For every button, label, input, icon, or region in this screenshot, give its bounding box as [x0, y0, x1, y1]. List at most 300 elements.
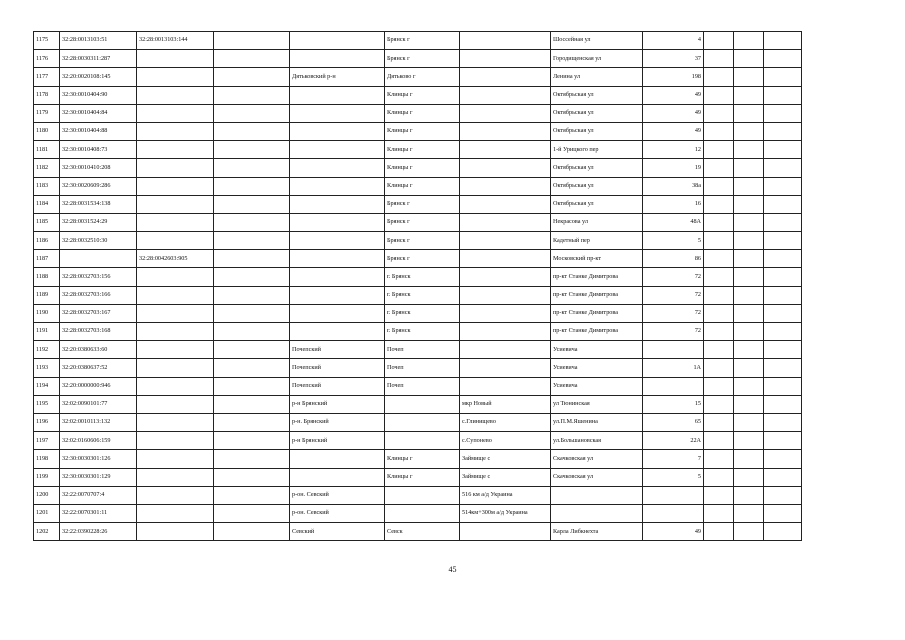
table-cell-col-9: 48А — [643, 213, 704, 231]
table-cell-col-10 — [704, 159, 734, 177]
table-cell-col-12 — [764, 413, 802, 431]
table-cell-col-2: 32:28:0032703:166 — [60, 286, 137, 304]
table-cell-col-9: 5 — [643, 468, 704, 486]
table-cell-col-2: 32:30:0020609:286 — [60, 177, 137, 195]
table-cell-col-3 — [137, 413, 214, 431]
table-cell-col-9: 65 — [643, 413, 704, 431]
table-cell-col-9: 49 — [643, 86, 704, 104]
table-cell-col-1: 1194 — [34, 377, 60, 395]
table-cell-col-12 — [764, 395, 802, 413]
table-cell-col-9: 22А — [643, 432, 704, 450]
table-row — [34, 195, 802, 213]
table-cell-col-10 — [704, 268, 734, 286]
table-cell-col-3 — [137, 104, 214, 122]
table-cell-col-11 — [734, 450, 764, 468]
table-cell-col-12 — [764, 432, 802, 450]
table-cell-col-7: 514км+300м а/д Украина — [460, 504, 551, 522]
table-cell-col-6: Клинцы г — [385, 141, 460, 159]
table-cell-col-12 — [764, 104, 802, 122]
table-cell-col-5 — [290, 232, 385, 250]
table-row — [34, 377, 802, 395]
table-cell-col-4 — [214, 50, 290, 68]
table-cell-col-11 — [734, 195, 764, 213]
table-cell-col-5: р-н Брянский — [290, 395, 385, 413]
table-cell-col-5 — [290, 286, 385, 304]
table-cell-col-11 — [734, 468, 764, 486]
table-cell-col-4 — [214, 486, 290, 504]
table-cell-col-4 — [214, 450, 290, 468]
table-cell-col-6: Севск — [385, 523, 460, 541]
table-cell-col-1: 1202 — [34, 523, 60, 541]
table-cell-col-8: Некрасова ул — [551, 213, 643, 231]
table-cell-col-2: 32:30:0030301:129 — [60, 468, 137, 486]
table-cell-col-6: г. Брянск — [385, 304, 460, 322]
table-cell-col-1: 1201 — [34, 504, 60, 522]
table-cell-col-6: Почеп — [385, 359, 460, 377]
table-cell-col-8: Шоссейная ул — [551, 32, 643, 50]
table-cell-col-2: 32:28:0030311:287 — [60, 50, 137, 68]
table-cell-col-7: Займище с — [460, 468, 551, 486]
table-cell-col-9: 86 — [643, 250, 704, 268]
table-cell-col-5: р-он. Севский — [290, 486, 385, 504]
table-cell-col-4 — [214, 177, 290, 195]
table-cell-col-12 — [764, 268, 802, 286]
table-cell-col-3 — [137, 432, 214, 450]
page-number: 45 — [448, 565, 457, 574]
table-cell-col-4 — [214, 213, 290, 231]
table-cell-col-7 — [460, 359, 551, 377]
table-cell-col-10 — [704, 141, 734, 159]
table-cell-col-7: с.Глинищево — [460, 413, 551, 431]
table-cell-col-8: Карла Либкнехта — [551, 523, 643, 541]
table-cell-col-8: Городищенская ул — [551, 50, 643, 68]
table-cell-col-7: 516 км а/д Украина — [460, 486, 551, 504]
table-cell-col-1: 1195 — [34, 395, 60, 413]
table-cell-col-7 — [460, 195, 551, 213]
table-cell-col-3 — [137, 159, 214, 177]
table-cell-col-1: 1193 — [34, 359, 60, 377]
table-cell-col-3 — [137, 122, 214, 140]
table-cell-col-1: 1180 — [34, 122, 60, 140]
table-cell-col-4 — [214, 122, 290, 140]
table-cell-col-5: Дятьковский р-н — [290, 68, 385, 86]
table-cell-col-4 — [214, 141, 290, 159]
table-cell-col-8: Октябрьская ул — [551, 86, 643, 104]
table-cell-col-10 — [704, 486, 734, 504]
table-cell-col-10 — [704, 413, 734, 431]
table-cell-col-8: Ленина ул — [551, 68, 643, 86]
table-cell-col-2: 32:20:0380633:60 — [60, 341, 137, 359]
table-cell-col-10 — [704, 523, 734, 541]
table-cell-col-11 — [734, 122, 764, 140]
table-cell-col-3 — [137, 341, 214, 359]
table-cell-col-2: 32:28:0031534:138 — [60, 195, 137, 213]
table-cell-col-2: 32:30:0010404:90 — [60, 86, 137, 104]
table-cell-col-6: г. Брянск — [385, 286, 460, 304]
table-cell-col-6 — [385, 395, 460, 413]
table-cell-col-9: 72 — [643, 323, 704, 341]
table-cell-col-3 — [137, 504, 214, 522]
table-cell-col-3 — [137, 286, 214, 304]
table-cell-col-2: 32:30:0010404:84 — [60, 104, 137, 122]
table-cell-col-10 — [704, 341, 734, 359]
table-cell-col-9: 15 — [643, 395, 704, 413]
table-cell-col-9: 49 — [643, 104, 704, 122]
table-cell-col-9: 16 — [643, 195, 704, 213]
table-cell-col-8: Октябрьская ул — [551, 195, 643, 213]
table-cell-col-1: 1190 — [34, 304, 60, 322]
table-cell-col-5: Почепский — [290, 359, 385, 377]
table-row — [34, 504, 802, 522]
table-cell-col-12 — [764, 486, 802, 504]
table-row — [34, 86, 802, 104]
table-cell-col-8: пр-кт Станке Димитрова — [551, 323, 643, 341]
table-cell-col-9: 72 — [643, 268, 704, 286]
table-row — [34, 159, 802, 177]
table-cell-col-10 — [704, 359, 734, 377]
table-cell-col-11 — [734, 323, 764, 341]
table-cell-col-1: 1196 — [34, 413, 60, 431]
table-cell-col-4 — [214, 377, 290, 395]
table-cell-col-5 — [290, 122, 385, 140]
table-cell-col-10 — [704, 86, 734, 104]
table-cell-col-2: 32:22:0070301:11 — [60, 504, 137, 522]
table-cell-col-3 — [137, 86, 214, 104]
table-cell-col-5: р-н Брянский — [290, 432, 385, 450]
table-cell-col-1: 1188 — [34, 268, 60, 286]
table-cell-col-5 — [290, 268, 385, 286]
table-cell-col-1: 1186 — [34, 232, 60, 250]
table-row — [34, 359, 802, 377]
table-cell-col-7: с.Супонево — [460, 432, 551, 450]
table-cell-col-8: Скачковская ул — [551, 450, 643, 468]
table-cell-col-7 — [460, 304, 551, 322]
table-cell-col-8: Скачковская ул — [551, 468, 643, 486]
table-cell-col-2: 32:28:0032703:156 — [60, 268, 137, 286]
table-cell-col-10 — [704, 32, 734, 50]
table-cell-col-5: р-н. Брянский — [290, 413, 385, 431]
table-cell-col-3 — [137, 395, 214, 413]
table-cell-col-7 — [460, 50, 551, 68]
table-cell-col-2: 32:22:0070707:4 — [60, 486, 137, 504]
table-cell-col-10 — [704, 177, 734, 195]
table-cell-col-4 — [214, 341, 290, 359]
table-cell-col-10 — [704, 432, 734, 450]
table-cell-col-11 — [734, 86, 764, 104]
table-cell-col-2: 32:28:0031524:29 — [60, 213, 137, 231]
table-cell-col-5 — [290, 104, 385, 122]
table-cell-col-3 — [137, 377, 214, 395]
table-cell-col-10 — [704, 304, 734, 322]
table-cell-col-6: Брянск г — [385, 32, 460, 50]
table-row — [34, 286, 802, 304]
table-cell-col-1: 1178 — [34, 86, 60, 104]
table-cell-col-7 — [460, 104, 551, 122]
table-cell-col-3 — [137, 304, 214, 322]
table-cell-col-11 — [734, 104, 764, 122]
table-cell-col-11 — [734, 50, 764, 68]
table-row — [34, 68, 802, 86]
table-cell-col-7 — [460, 523, 551, 541]
table-row — [34, 432, 802, 450]
table-cell-col-2: 32:20:0380637:52 — [60, 359, 137, 377]
table-cell-col-12 — [764, 213, 802, 231]
table-cell-col-9: 37 — [643, 50, 704, 68]
table-cell-col-9 — [643, 377, 704, 395]
table-cell-col-2: 32:28:0032510:30 — [60, 232, 137, 250]
table-cell-col-7 — [460, 141, 551, 159]
table-cell-col-8: пр-кт Станке Димитрова — [551, 304, 643, 322]
table-cell-col-7 — [460, 32, 551, 50]
table-cell-col-11 — [734, 250, 764, 268]
table-cell-col-6: Дятьково г — [385, 68, 460, 86]
table-cell-col-8: Усиевича — [551, 359, 643, 377]
table-cell-col-7 — [460, 250, 551, 268]
table-row — [34, 413, 802, 431]
table-cell-col-4 — [214, 195, 290, 213]
table-cell-col-5: Севский — [290, 523, 385, 541]
table-cell-col-8: ул.П.М.Яшенина — [551, 413, 643, 431]
table-cell-col-7 — [460, 323, 551, 341]
table-row — [34, 523, 802, 541]
table-cell-col-7 — [460, 286, 551, 304]
table-cell-col-11 — [734, 523, 764, 541]
table-cell-col-1: 1175 — [34, 32, 60, 50]
table-cell-col-12 — [764, 377, 802, 395]
table-cell-col-2: 32:20:0000000:946 — [60, 377, 137, 395]
table-cell-col-4 — [214, 286, 290, 304]
table-cell-col-12 — [764, 323, 802, 341]
table-cell-col-5 — [290, 323, 385, 341]
table-cell-col-8: Усиевича — [551, 341, 643, 359]
table-cell-col-12 — [764, 450, 802, 468]
table-cell-col-5: Почепский — [290, 341, 385, 359]
table-cell-col-2: 32:02:0090101:77 — [60, 395, 137, 413]
table-cell-col-11 — [734, 413, 764, 431]
table-cell-col-1: 1197 — [34, 432, 60, 450]
table-cell-col-5 — [290, 177, 385, 195]
table-cell-col-10 — [704, 450, 734, 468]
table-cell-col-6: Клинцы г — [385, 159, 460, 177]
table-cell-col-8: пр-кт Станке Димитрова — [551, 268, 643, 286]
table-cell-col-7 — [460, 232, 551, 250]
table-cell-col-2: 32:30:0010404:88 — [60, 122, 137, 140]
table-cell-col-1: 1191 — [34, 323, 60, 341]
table-cell-col-8: пр-кт Станке Димитрова — [551, 286, 643, 304]
table-cell-col-9: 19 — [643, 159, 704, 177]
table-cell-col-5 — [290, 86, 385, 104]
table-cell-col-10 — [704, 504, 734, 522]
table-cell-col-2: 32:30:0010410:208 — [60, 159, 137, 177]
table-cell-col-5 — [290, 141, 385, 159]
table-cell-col-12 — [764, 359, 802, 377]
table-cell-col-10 — [704, 213, 734, 231]
table-cell-col-9: 198 — [643, 68, 704, 86]
table-cell-col-3 — [137, 323, 214, 341]
table-cell-col-9: 1А — [643, 359, 704, 377]
table-cell-col-7 — [460, 213, 551, 231]
table-cell-col-7: Займище с — [460, 450, 551, 468]
table-cell-col-12 — [764, 141, 802, 159]
table-cell-col-11 — [734, 504, 764, 522]
table-cell-col-9: 72 — [643, 286, 704, 304]
table-cell-col-5: Почепский — [290, 377, 385, 395]
table-cell-col-8: 1-й Урицкого пер — [551, 141, 643, 159]
table-cell-col-9: 49 — [643, 122, 704, 140]
table-cell-col-1: 1189 — [34, 286, 60, 304]
table-cell-col-3 — [137, 468, 214, 486]
table-row — [34, 304, 802, 322]
table-cell-col-8: ул.Большановская — [551, 432, 643, 450]
table-cell-col-6: Брянск г — [385, 213, 460, 231]
table-cell-col-1: 1183 — [34, 177, 60, 195]
table-cell-col-8: Октябрьская ул — [551, 104, 643, 122]
table-cell-col-6: г. Брянск — [385, 268, 460, 286]
table-cell-col-11 — [734, 286, 764, 304]
table-cell-col-9: 72 — [643, 304, 704, 322]
table-cell-col-1: 1184 — [34, 195, 60, 213]
table-cell-col-11 — [734, 32, 764, 50]
registry-table — [33, 31, 802, 541]
table-cell-col-6: Клинцы г — [385, 104, 460, 122]
table-cell-col-2: 32:02:0010113:132 — [60, 413, 137, 431]
table-cell-col-2: 32:30:0030301:126 — [60, 450, 137, 468]
table-cell-col-1: 1200 — [34, 486, 60, 504]
table-cell-col-6: Почеп — [385, 341, 460, 359]
table-cell-col-11 — [734, 377, 764, 395]
table-cell-col-11 — [734, 232, 764, 250]
table-row — [34, 32, 802, 50]
table-cell-col-6: г. Брянск — [385, 323, 460, 341]
table-cell-col-4 — [214, 250, 290, 268]
table-row — [34, 395, 802, 413]
table-cell-col-2: 32:30:0010408:73 — [60, 141, 137, 159]
table-cell-col-9: 4 — [643, 32, 704, 50]
table-cell-col-4 — [214, 432, 290, 450]
table-cell-col-3 — [137, 450, 214, 468]
table-cell-col-6: Клинцы г — [385, 122, 460, 140]
table-cell-col-12 — [764, 68, 802, 86]
table-cell-col-11 — [734, 359, 764, 377]
table-cell-col-8: Московский пр-кт — [551, 250, 643, 268]
table-cell-col-7: мкр Новый — [460, 395, 551, 413]
table-cell-col-7 — [460, 177, 551, 195]
table-cell-col-6: Брянск г — [385, 195, 460, 213]
table-cell-col-5 — [290, 50, 385, 68]
table-cell-col-6 — [385, 486, 460, 504]
table-cell-col-11 — [734, 159, 764, 177]
table-cell-col-12 — [764, 341, 802, 359]
table-cell-col-1: 1199 — [34, 468, 60, 486]
table-cell-col-4 — [214, 68, 290, 86]
table-cell-col-8 — [551, 504, 643, 522]
table-cell-col-5 — [290, 159, 385, 177]
table-cell-col-6 — [385, 413, 460, 431]
table-cell-col-4 — [214, 104, 290, 122]
table-cell-col-7 — [460, 268, 551, 286]
table-cell-col-1: 1182 — [34, 159, 60, 177]
table-cell-col-5: р-он. Севский — [290, 504, 385, 522]
table-cell-col-11 — [734, 395, 764, 413]
table-cell-col-8: Октябрьская ул — [551, 159, 643, 177]
table-cell-col-3 — [137, 523, 214, 541]
table-cell-col-12 — [764, 177, 802, 195]
table-row — [34, 213, 802, 231]
table-cell-col-4 — [214, 86, 290, 104]
table-cell-col-9: 12 — [643, 141, 704, 159]
table-cell-col-6 — [385, 432, 460, 450]
table-cell-col-4 — [214, 359, 290, 377]
table-cell-col-11 — [734, 68, 764, 86]
table-row — [34, 141, 802, 159]
table-cell-col-8: ул Тюнинская — [551, 395, 643, 413]
table-cell-col-1: 1177 — [34, 68, 60, 86]
table-cell-col-5 — [290, 250, 385, 268]
table-cell-col-5 — [290, 450, 385, 468]
table-cell-col-12 — [764, 50, 802, 68]
table-cell-col-6: Брянск г — [385, 50, 460, 68]
table-cell-col-11 — [734, 268, 764, 286]
table-cell-col-1: 1181 — [34, 141, 60, 159]
table-cell-col-11 — [734, 213, 764, 231]
table-cell-col-3 — [137, 68, 214, 86]
table-cell-col-3 — [137, 195, 214, 213]
table-cell-col-7 — [460, 86, 551, 104]
table-cell-col-6: Клинцы г — [385, 468, 460, 486]
table-cell-col-10 — [704, 232, 734, 250]
table-cell-col-12 — [764, 286, 802, 304]
table-cell-col-4 — [214, 32, 290, 50]
table-cell-col-7 — [460, 68, 551, 86]
table-cell-col-1: 1179 — [34, 104, 60, 122]
table-row — [34, 232, 802, 250]
table-cell-col-3 — [137, 359, 214, 377]
table-cell-col-12 — [764, 250, 802, 268]
table-cell-col-4 — [214, 468, 290, 486]
table-row — [34, 104, 802, 122]
table-row — [34, 268, 802, 286]
table-cell-col-5 — [290, 195, 385, 213]
table-cell-col-8 — [551, 486, 643, 504]
table-cell-col-6: Брянск г — [385, 250, 460, 268]
table-cell-col-6: Клинцы г — [385, 177, 460, 195]
table-cell-col-4 — [214, 413, 290, 431]
table-cell-col-4 — [214, 395, 290, 413]
table-cell-col-1: 1198 — [34, 450, 60, 468]
table-cell-col-8: Октябрьская ул — [551, 177, 643, 195]
table-row — [34, 468, 802, 486]
table-cell-col-4 — [214, 232, 290, 250]
table-cell-col-8: Октябрьская ул — [551, 122, 643, 140]
table-cell-col-12 — [764, 122, 802, 140]
table-cell-col-6: Клинцы г — [385, 86, 460, 104]
table-cell-col-9 — [643, 486, 704, 504]
table-cell-col-3 — [137, 177, 214, 195]
table-row — [34, 323, 802, 341]
table-cell-col-11 — [734, 341, 764, 359]
table-cell-col-1: 1187 — [34, 250, 60, 268]
table-cell-col-3 — [137, 232, 214, 250]
table-cell-col-9: 49 — [643, 523, 704, 541]
table-cell-col-1: 1185 — [34, 213, 60, 231]
table-cell-col-11 — [734, 486, 764, 504]
table-cell-col-9: 38а — [643, 177, 704, 195]
table-cell-col-5 — [290, 213, 385, 231]
table-cell-col-5 — [290, 32, 385, 50]
table-cell-col-10 — [704, 122, 734, 140]
table-cell-col-8: Усиевича — [551, 377, 643, 395]
table-cell-col-12 — [764, 159, 802, 177]
